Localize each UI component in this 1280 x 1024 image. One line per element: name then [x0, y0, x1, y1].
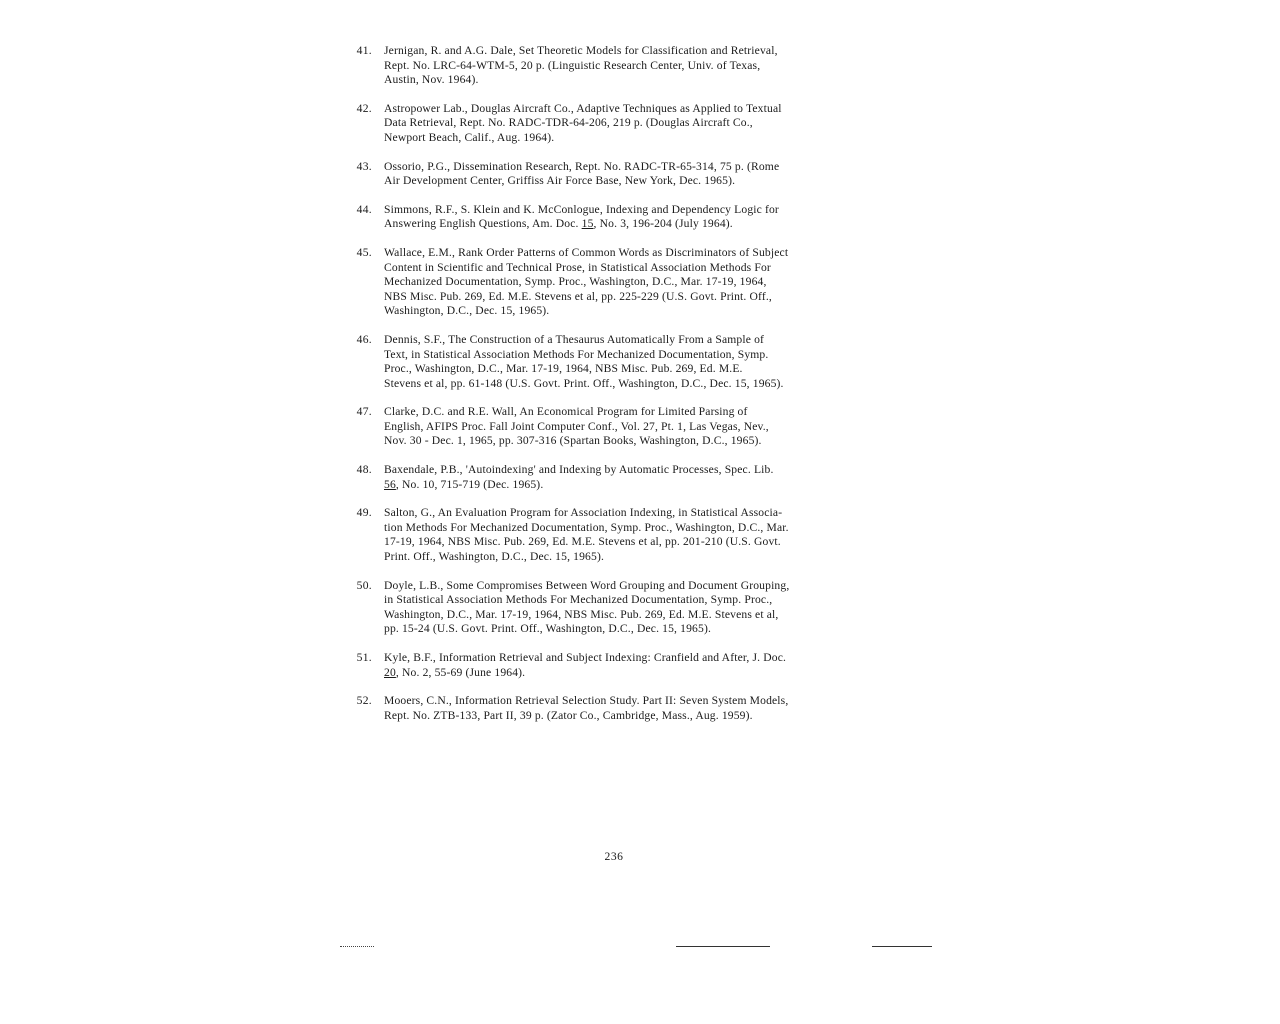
- reference-line: Kyle, B.F., Information Retrieval and Subject Indexing: Cranfield and After, J. Doc.: [384, 651, 787, 664]
- reference-text: [384, 694, 880, 723]
- reference-line: Baxendale, P.B., 'Autoindexing' and Indexing by Automatic Processes, Spec. Lib.: [384, 463, 774, 477]
- reference-entry: [340, 44, 880, 88]
- reference-text: [384, 203, 880, 232]
- reference-number: 50.: [356, 578, 372, 592]
- reference-line: Proc., Washington, D.C., Mar. 17-19, 1964, NBS Misc. Pub. 269, Ed. M.E.: [384, 362, 743, 376]
- reference-line: Air Development Center, Griffiss Air Force Base, New York, Dec. 1965).: [384, 174, 736, 188]
- reference-line: Wallace, E.M., Rank Order Patterns of Common Words as Discriminators of Subject: [384, 245, 789, 259]
- reference-line: Astropower Lab., Douglas Aircraft Co., Adaptive Techniques as Applied to Textual: [384, 101, 782, 115]
- reference-text: [384, 405, 880, 449]
- reference-number: 49.: [356, 506, 372, 520]
- reference-entry: [340, 102, 880, 146]
- reference-line: tion Methods For Mechanized Documentation, Symp. Proc., Washington, D.C., Mar.: [384, 520, 789, 534]
- scan-mark-left: [340, 946, 374, 947]
- reference-line: pp. 15-24 (U.S. Govt. Print. Off., Washington, D.C., Dec. 15, 1965).: [384, 622, 712, 636]
- reference-number: 48.: [356, 463, 372, 477]
- reference-entry: [340, 463, 880, 492]
- reference-line: 17-19, 1964, NBS Misc. Pub. 269, Ed. M.E. Stevens et al, pp. 201-210 (U.S. Govt.: [384, 535, 781, 549]
- reference-line: Washington, D.C., Mar. 17-19, 1964, NBS Misc. Pub. 269, Ed. M.E. Stevens et al,: [384, 607, 779, 621]
- reference-line: Austin, Nov. 1964).: [384, 73, 479, 87]
- reference-entry: [340, 579, 880, 637]
- reference-line: English, AFIPS Proc. Fall Joint Computer Conf., Vol. 27, Pt. 1, Las Vegas, Nev.,: [384, 419, 769, 433]
- reference-entry: [340, 405, 880, 449]
- reference-line: Rept. No. LRC-64-WTM-5, 20 p. (Linguistic Research Center, Univ. of Texas,: [384, 58, 761, 72]
- reference-line: 56, No. 10, 715-719 (Dec. 1965).: [384, 477, 544, 491]
- reference-text: [384, 160, 880, 189]
- reference-line: Rept. No. ZTB-133, Part II, 39 p. (Zator Co., Cambridge, Mass., Aug. 1959).: [384, 708, 753, 722]
- reference-entry: [340, 694, 880, 723]
- reference-line: Text, in Statistical Association Methods For Mechanized Documentation, Symp.: [384, 347, 769, 361]
- reference-line: Jernigan, R. and A.G. Dale, Set Theoretic Models for Classification and Retrieval,: [384, 44, 778, 57]
- reference-line: 20, No. 2, 55-69 (June 1964).: [384, 665, 526, 679]
- reference-number: 46.: [356, 332, 372, 346]
- reference-line: Mooers, C.N., Information Retrieval Selection Study. Part II: Seven System Models,: [384, 694, 789, 708]
- page-number: 236: [604, 850, 624, 863]
- reference-line: Clarke, D.C. and R.E. Wall, An Economical Program for Limited Parsing of: [384, 405, 748, 419]
- reference-line: Print. Off., Washington, D.C., Dec. 15, 1965).: [384, 550, 605, 564]
- reference-number: 45.: [356, 245, 372, 259]
- reference-line: Newport Beach, Calif., Aug. 1964).: [384, 130, 555, 144]
- reference-line: Nov. 30 - Dec. 1, 1965, pp. 307-316 (Spartan Books, Washington, D.C., 1965).: [384, 434, 762, 448]
- reference-text: [384, 506, 880, 564]
- scan-mark-right: [872, 946, 932, 947]
- reference-line: Simmons, R.F., S. Klein and K. McConlogue, Indexing and Dependency Logic for: [384, 202, 779, 216]
- reference-entry: [340, 203, 880, 232]
- reference-number: 51.: [356, 651, 372, 664]
- reference-entry: [340, 160, 880, 189]
- reference-line: in Statistical Association Methods For Mechanized Documentation, Symp. Proc.,: [384, 593, 773, 607]
- reference-line: Washington, D.C., Dec. 15, 1965).: [384, 304, 550, 318]
- reference-text: [384, 333, 880, 391]
- reference-text: [384, 651, 880, 680]
- reference-line: NBS Misc. Pub. 269, Ed. M.E. Stevens et al, pp. 225-229 (U.S. Govt. Print. Off.,: [384, 289, 772, 303]
- reference-number: 42.: [356, 101, 372, 115]
- reference-line: Stevens et al, pp. 61-148 (U.S. Govt. Print. Off., Washington, D.C., Dec. 15, 1965).: [384, 376, 784, 390]
- reference-line: Dennis, S.F., The Construction of a Thesaurus Automatically From a Sample of: [384, 332, 765, 346]
- reference-entry: [340, 246, 880, 319]
- reference-list: [340, 44, 880, 737]
- volume-number: 20: [384, 665, 396, 679]
- reference-text: [384, 102, 880, 146]
- reference-line: Mechanized Documentation, Symp. Proc., Washington, D.C., Mar. 17-19, 1964,: [384, 275, 767, 289]
- reference-number: 41.: [356, 44, 372, 57]
- reference-entry: [340, 651, 880, 680]
- reference-number: 44.: [356, 202, 372, 216]
- reference-number: 47.: [356, 405, 372, 419]
- volume-number: 15: [581, 217, 594, 231]
- volume-number: 56: [384, 477, 396, 491]
- reference-line: Salton, G., An Evaluation Program for Association Indexing, in Statistical Associa-: [384, 506, 783, 520]
- reference-line: Data Retrieval, Rept. No. RADC-TDR-64-206, 219 p. (Douglas Aircraft Co.,: [384, 116, 753, 130]
- reference-text: [384, 463, 880, 492]
- reference-number: 52.: [356, 694, 372, 708]
- reference-number: 43.: [356, 159, 372, 173]
- reference-entry: [340, 506, 880, 564]
- reference-entry: [340, 333, 880, 391]
- reference-line: Content in Scientific and Technical Prose, in Statistical Association Methods For: [384, 260, 771, 274]
- reference-text: [384, 246, 880, 319]
- reference-line: Doyle, L.B., Some Compromises Between Word Grouping and Document Grouping,: [384, 578, 790, 592]
- scan-mark-center: [676, 946, 770, 947]
- reference-line: Ossorio, P.G., Dissemination Research, Rept. No. RADC-TR-65-314, 75 p. (Rome: [384, 159, 780, 173]
- reference-text: [384, 44, 880, 88]
- reference-text: [384, 579, 880, 637]
- reference-line: Answering English Questions, Am. Doc. 15, No. 3, 196-204 (July 1964).: [384, 217, 733, 231]
